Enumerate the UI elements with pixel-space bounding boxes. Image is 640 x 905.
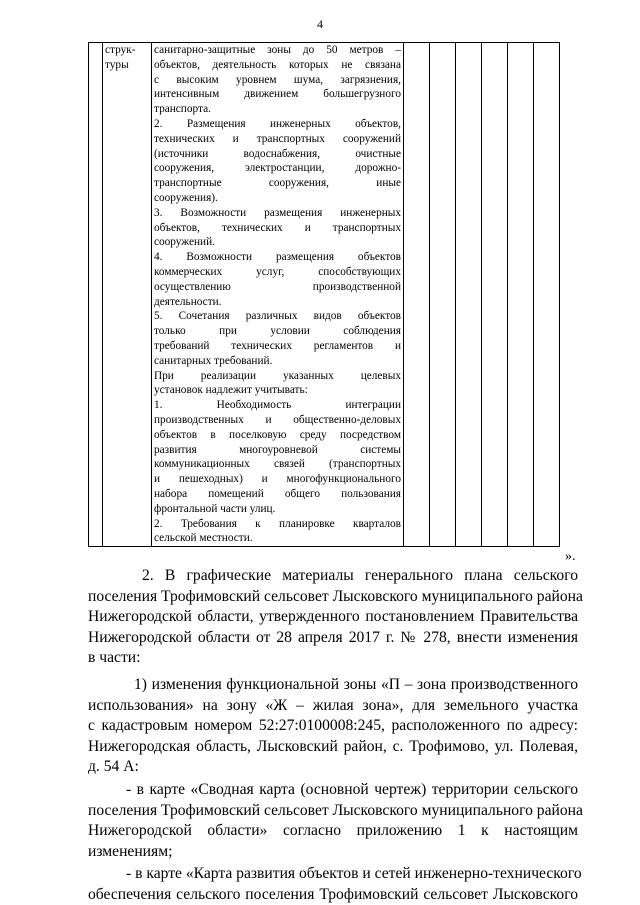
paragraph-line: - в карте «Карта развития объектов и сетей инженерно-технического: [126, 865, 582, 882]
paragraph-graphic-materials: [88, 566, 583, 669]
table-text-line: (источники водоснабжения, очистные: [154, 147, 401, 160]
table-text-line: производственных и общественно-деловых: [154, 413, 401, 426]
table-cell-empty: [482, 43, 508, 547]
table-cell-empty: [456, 43, 482, 547]
table-cell-name: [103, 43, 152, 547]
paragraph-line: Нижегородской области» согласно приложению 1 к настоящим: [88, 822, 578, 839]
paragraph-line: использования» на зону «Ж – жилая зона», для земельного участка: [88, 696, 578, 714]
name-line-1: струк-: [105, 44, 136, 56]
table-text-line: 2. Требования к планировке кварталов: [154, 517, 401, 530]
table-text-line: объектов, технических и транспортных: [154, 221, 401, 234]
table-text-line: осуществлению производственной: [154, 280, 401, 293]
table-row: [89, 43, 560, 547]
table-text-line: 5. Сочетания различных видов объектов: [154, 310, 401, 323]
table-text-line: коммуникационных связей (транспортных: [154, 458, 401, 471]
paragraph-engineering-map: [88, 864, 582, 905]
table-cell-empty: [508, 43, 534, 547]
paragraph-line: 1) изменения функциональной зоны «П – зона производственного: [134, 676, 578, 693]
table-cell-empty: [430, 43, 456, 547]
table-text-line: 2. Размещения инженерных объектов,: [154, 117, 401, 130]
table-text-line: объектов, деятельность которых не связана: [154, 58, 401, 71]
table-text-line: интенсивным движением большегрузного: [154, 88, 401, 101]
table-text-line: санитарных требований.: [154, 354, 273, 367]
table-text-line: только при условии соблюдения: [154, 325, 401, 338]
table-text-line: требований технических регламентов и: [154, 339, 401, 352]
table-text-line: набора помещений общего пользования: [154, 487, 401, 500]
paragraph-summary-map: [88, 780, 583, 862]
table-text-line: сооружения).: [154, 191, 218, 204]
table-text-line: деятельности.: [154, 295, 222, 308]
table-text-line: и пешеходных) и многофункционального: [154, 473, 401, 486]
page-number: 4: [317, 17, 323, 31]
table-text-line: коммерческих услуг, способствующих: [154, 265, 401, 278]
paragraph-line: Нижегородской области, утвержденного постановлением Правительства: [88, 608, 578, 625]
table-text-line: санитарно-защитные зоны до 50 метров –: [154, 44, 401, 56]
table-cell-description: [152, 43, 404, 547]
paragraph-line: обеспечения сельского поселения Трофимовский сельсовет Лысковского: [88, 885, 578, 903]
paragraph-zone-change: [88, 675, 578, 778]
table-text-line: технических и транспортных сооружений: [154, 132, 401, 145]
table-text-line: сооружений.: [154, 236, 215, 249]
table-text-line: фронтальной части улиц.: [154, 502, 276, 515]
table-text-line: сооружения, электростанции, дорожно-: [154, 162, 401, 175]
table-cell-empty: [404, 43, 430, 547]
paragraph-line: Нижегородская область, Лысковский район, с. Трофимово, ул. Полевая,: [88, 737, 578, 755]
name-line-2: туры: [105, 58, 129, 71]
paragraph-line: 2. В графические материалы генерального плана сельского: [142, 567, 578, 584]
table-text-line: сельской местности.: [154, 532, 253, 545]
table-cell-number: [89, 43, 103, 547]
table-text-line: При реализации указанных целевых: [154, 369, 401, 382]
table-text-line: транспорта.: [154, 103, 211, 116]
paragraph-line: изменениям;: [88, 842, 173, 860]
table-text-line: объектов в поселковую среду посредством: [154, 428, 401, 441]
paragraph-line: Нижегородской области от 28 апреля 2017 г. № 278, внести изменения: [88, 628, 578, 646]
table-text-line: 3. Возможности размещения инженерных: [154, 206, 401, 219]
table-text-line: установок надлежит учитывать:: [154, 384, 308, 397]
table-text-line: с высоким уровнем шума, загрязнения,: [154, 73, 401, 86]
table-cell-empty: [534, 43, 560, 547]
table-text-line: развития многоуровневой системы: [154, 443, 401, 456]
table-text-line: 1. Необходимость интеграции: [154, 399, 401, 412]
zones-table: [88, 42, 560, 547]
paragraph-line: в части:: [88, 649, 141, 666]
paragraph-line: - в карте «Сводная карта (основной чертеж) территории сельского: [126, 781, 578, 798]
table-text-line: 4. Возможности размещения объектов: [154, 251, 401, 264]
paragraph-line: поселения Трофимовский сельсовет Лысковского муниципального района: [88, 801, 583, 819]
paragraph-line: с кадастровым номером 52:27:0100008:245, расположенного по адресу:: [88, 717, 578, 734]
paragraph-line: д. 54 А:: [88, 758, 139, 775]
table-text-line: транспортные сооружения, иные: [154, 177, 401, 190]
paragraph-line: поселения Трофимовский сельсовет Лысковского муниципального района: [88, 587, 583, 605]
quote-end-mark: ».: [565, 549, 576, 564]
